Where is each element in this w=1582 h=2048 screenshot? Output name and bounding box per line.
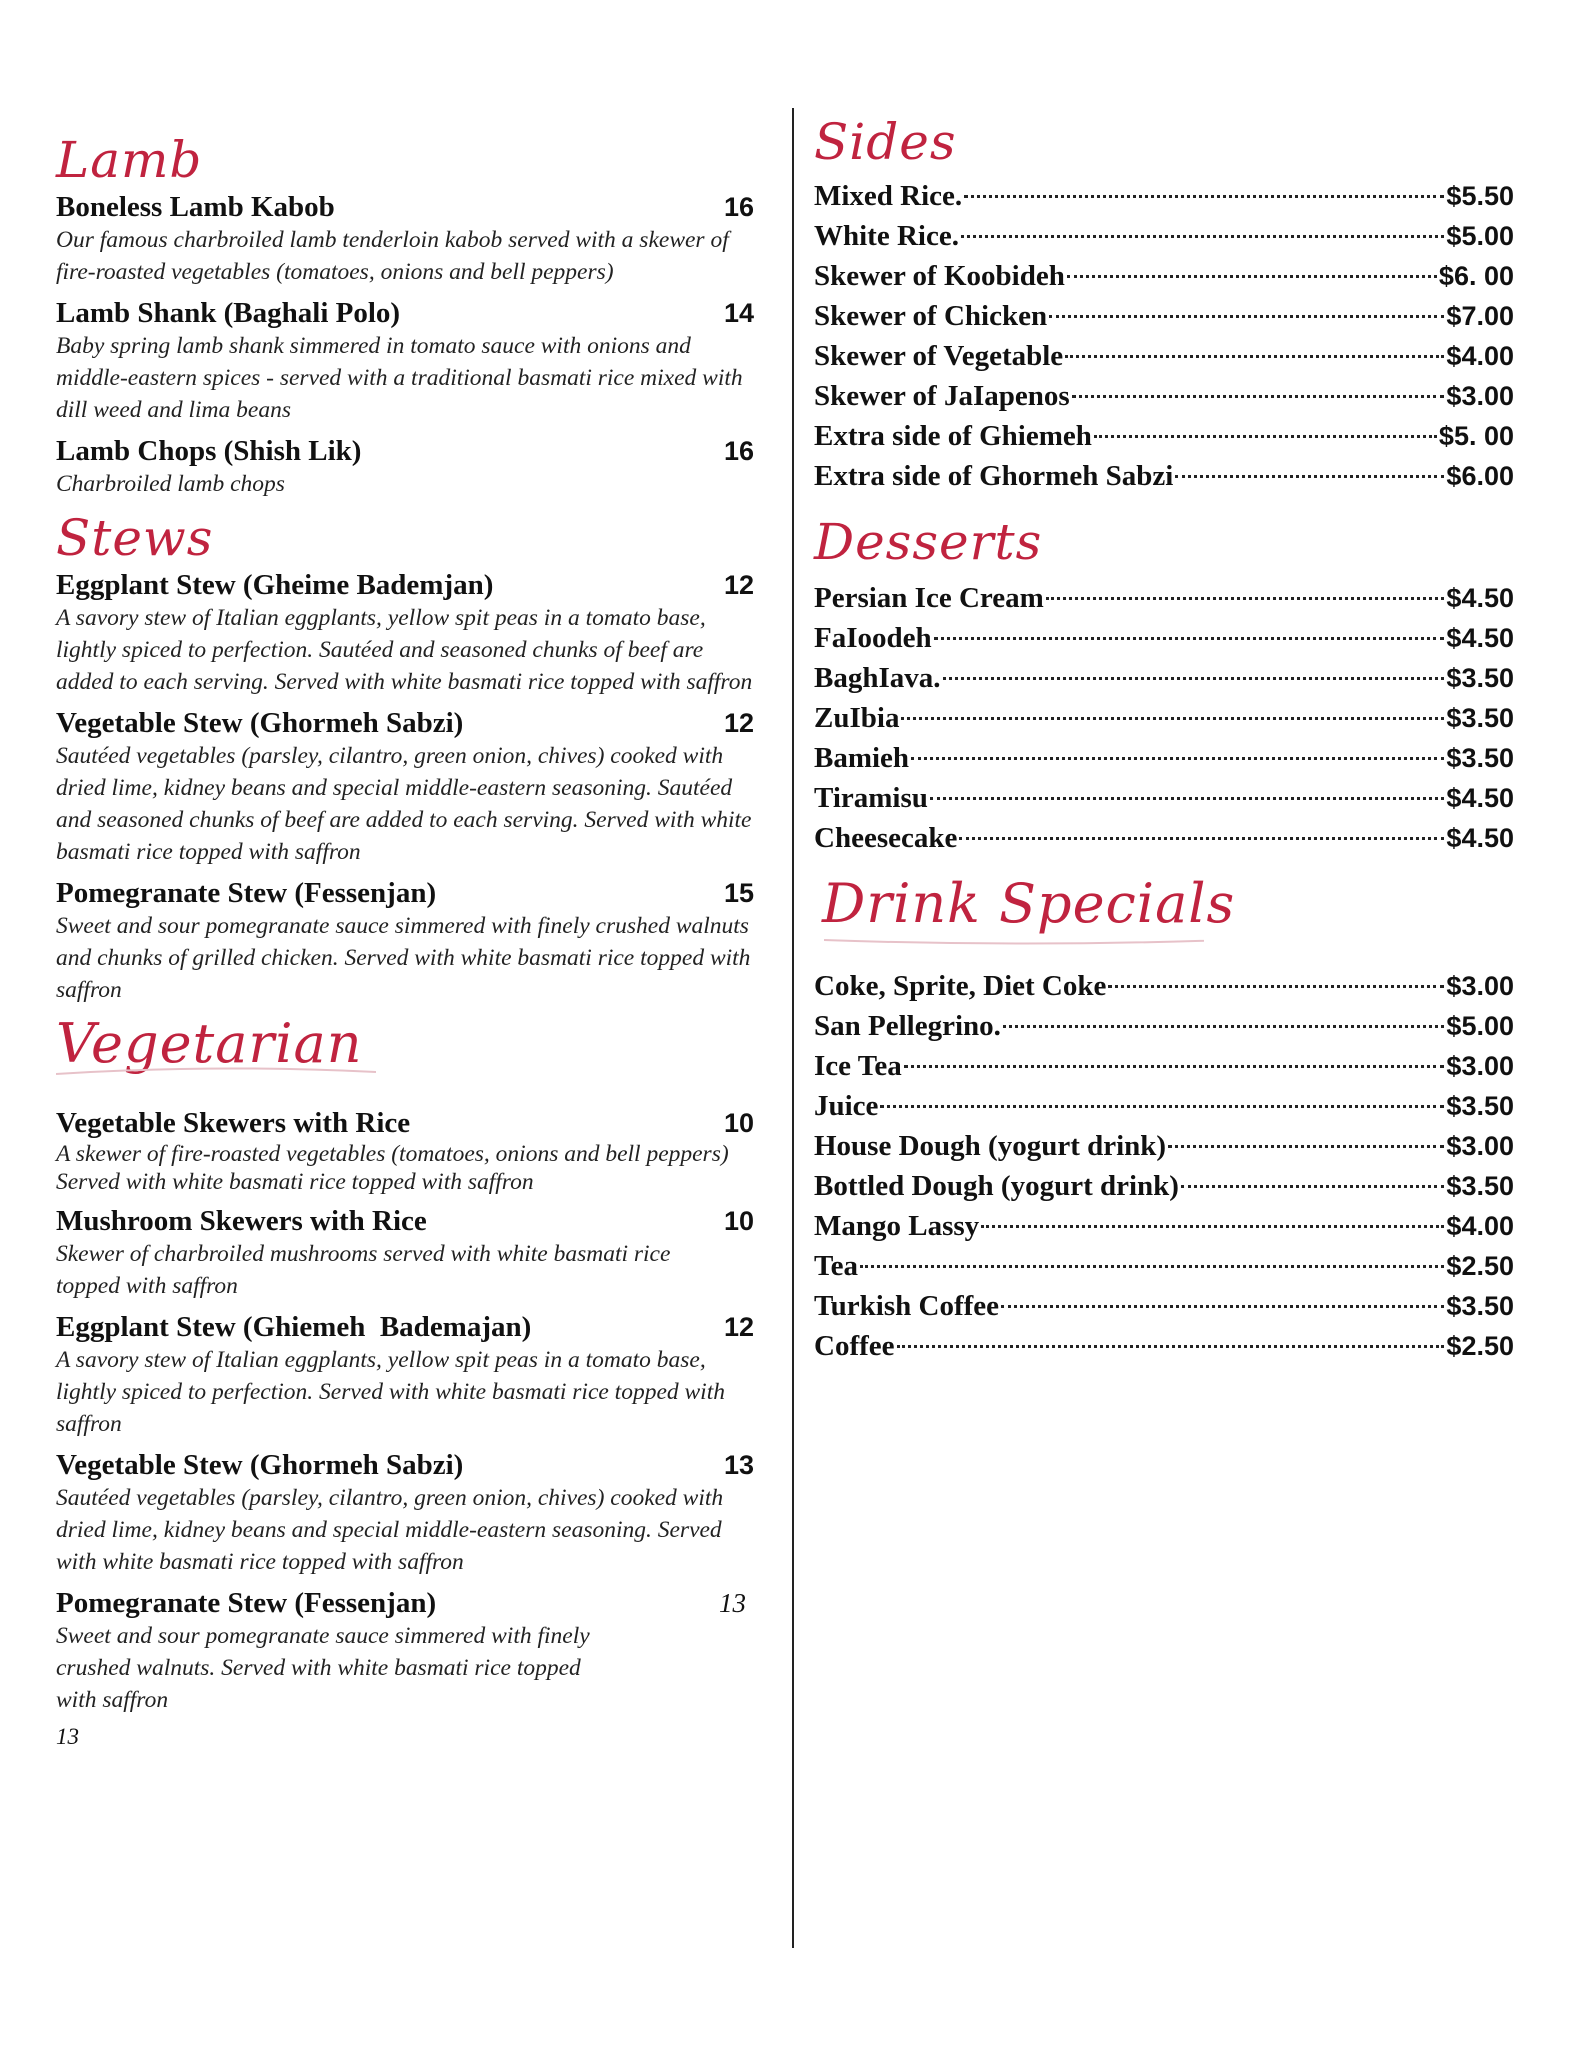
price-row-label: Bottled Dough (yogurt drink) — [814, 1170, 1179, 1202]
price-row — [814, 1330, 1514, 1370]
dot-leader — [1003, 1025, 1445, 1028]
price-row — [814, 622, 1514, 662]
price-row — [814, 300, 1514, 340]
menu-item — [56, 1448, 760, 1578]
item-description: Our famous charbroiled lamb tenderloin kabob served with a skewer of fire-roasted vegetables (tomatoes, onions and bell peppers) — [56, 227, 729, 285]
price-row-label: Bamieh — [814, 742, 910, 774]
dot-leader — [911, 757, 1444, 760]
price-row-label: San Pellegrino. — [814, 1010, 1001, 1042]
lamb-heading: Lamb — [56, 131, 203, 189]
price-row-amount: $3.00 — [1446, 1131, 1514, 1161]
left-column — [56, 130, 760, 1750]
price-row-label: Coke, Sprite, Diet Coke — [814, 970, 1107, 1002]
lamb-section — [56, 130, 760, 500]
item-description: Sweet and sour pomegranate sauce simmered with finely crushed walnuts. Served with white basmati rice topped with saffron — [56, 1623, 590, 1713]
dot-leader — [860, 1265, 1444, 1268]
price-row-label: Skewer of Vegetable — [814, 340, 1064, 372]
desserts-section — [814, 512, 1514, 862]
vegetarian-heading: Vegetarian — [56, 1012, 363, 1075]
dot-leader — [1108, 985, 1444, 988]
price-row-amount: $3.50 — [1446, 703, 1514, 733]
price-row-label: Mango Lassy — [814, 1210, 980, 1242]
price-row-amount: $3.50 — [1446, 743, 1514, 773]
price-row-amount: $4.50 — [1446, 783, 1514, 813]
menu-item — [56, 190, 760, 288]
price-row — [814, 180, 1514, 220]
drinks-section — [814, 874, 1514, 1370]
price-row-amount: $5.00 — [1446, 1011, 1514, 1041]
price-row-label: Ice Tea — [814, 1050, 902, 1082]
price-row — [814, 822, 1514, 862]
price-row-label: Cheesecake — [814, 822, 958, 854]
price-row-label: Mixed Rice. — [814, 180, 963, 212]
item-price: 16 — [723, 436, 754, 466]
sides-list — [814, 180, 1514, 500]
price-row-label: ZuIbia — [814, 702, 900, 734]
item-description: Charbroiled lamb chops — [56, 471, 285, 497]
item-description: Sweet and sour pomegranate sauce simmered with finely crushed walnuts and chunks of grilled chicken. Served with white basmati rice topped with saffron — [56, 913, 751, 1003]
item-price: 15 — [723, 878, 754, 908]
page-number: 13 — [56, 1724, 79, 1749]
price-row-amount: $7.00 — [1446, 301, 1514, 331]
price-row — [814, 1170, 1514, 1210]
dot-leader — [981, 1225, 1444, 1228]
price-row-amount: $5. 00 — [1438, 421, 1514, 451]
price-row-amount: $3.50 — [1446, 663, 1514, 693]
item-description: A savory stew of Italian eggplants, yellow spit peas in a tomato base, lightly spiced to perfection. Sautéed and seasoned chunks of beef are added to each serving. Served with white basmati rice topped with saffron — [56, 605, 753, 695]
swoosh-decoration — [56, 1064, 376, 1078]
dot-leader — [1065, 355, 1444, 358]
menu-item — [56, 434, 760, 500]
price-row-amount: $6.00 — [1446, 461, 1514, 491]
price-row-amount: $6. 00 — [1438, 261, 1514, 291]
menu-item — [56, 1586, 760, 1716]
sides-heading: Sides — [814, 113, 957, 171]
dot-leader — [934, 637, 1445, 640]
price-row — [814, 220, 1514, 260]
stews-heading: Stews — [56, 509, 214, 567]
price-row — [814, 340, 1514, 380]
dot-leader — [1067, 275, 1437, 278]
price-row — [814, 1130, 1514, 1170]
price-row-amount: $3.00 — [1446, 1051, 1514, 1081]
column-divider — [792, 108, 794, 1948]
item-name: Vegetable Stew (Ghormeh Sabzi) — [56, 707, 464, 739]
item-price: 14 — [723, 298, 754, 328]
price-row — [814, 970, 1514, 1010]
item-description: A skewer of fire-roasted vegetables (tomatoes, onions and bell peppers) Served with white basmati rice topped with saffron — [56, 1141, 729, 1195]
item-price: 12 — [723, 708, 754, 738]
price-row-amount: $5.50 — [1446, 181, 1514, 211]
price-row-amount: $2.50 — [1446, 1251, 1514, 1281]
dot-leader — [897, 1345, 1445, 1348]
dot-leader — [1094, 435, 1437, 438]
dot-leader — [1181, 1185, 1444, 1188]
price-row-amount: $3.00 — [1446, 381, 1514, 411]
menu-item — [56, 1204, 760, 1302]
price-row — [814, 1010, 1514, 1050]
item-name: Eggplant Stew (Gheime Bademjan) — [56, 569, 494, 601]
item-description: Sautéed vegetables (parsley, cilantro, green onion, chives) cooked with dried lime, kidney beans and special middle-eastern seasoning. Served with white basmati rice topped with saffron — [56, 1485, 724, 1575]
menu-item — [56, 1310, 760, 1440]
price-row-label: Skewer of Chicken — [814, 300, 1048, 332]
price-row-amount: $3.50 — [1446, 1171, 1514, 1201]
price-row-label: Extra side of Ghiemeh — [814, 420, 1092, 452]
item-name: Pomegranate Stew (Fessenjan) — [56, 1587, 437, 1619]
item-name: Vegetable Skewers with Rice — [56, 1107, 411, 1139]
menu-item — [56, 296, 760, 426]
price-row-label: Persian Ice Cream — [814, 582, 1044, 614]
price-row — [814, 662, 1514, 702]
item-price: 13 — [719, 1588, 746, 1618]
price-row-amount: $3.00 — [1446, 971, 1514, 1001]
item-name: Mushroom Skewers with Rice — [56, 1205, 427, 1237]
dot-leader — [1049, 315, 1444, 318]
price-row-amount: $3.50 — [1446, 1091, 1514, 1121]
menu-item — [56, 568, 760, 698]
price-row — [814, 1290, 1514, 1330]
desserts-list — [814, 582, 1514, 862]
stews-section — [56, 508, 760, 1006]
dot-leader — [1175, 475, 1444, 478]
price-row-label: Tea — [814, 1250, 859, 1282]
item-name: Eggplant Stew (Ghiemeh Bademajan) — [56, 1311, 532, 1343]
dot-leader — [1046, 597, 1445, 600]
drinks-list — [814, 970, 1514, 1370]
item-description: Skewer of charbroiled mushrooms served with white basmati rice topped with saffron — [56, 1241, 671, 1299]
menu-item — [56, 706, 760, 868]
price-row — [814, 1250, 1514, 1290]
item-price: 13 — [723, 1450, 754, 1480]
price-row-amount: $4.50 — [1446, 583, 1514, 613]
price-row-amount: $4.50 — [1446, 623, 1514, 653]
item-name: Lamb Chops (Shish Lik) — [56, 435, 362, 467]
drinks-heading: Drink Specials — [822, 872, 1236, 935]
dot-leader — [930, 797, 1445, 800]
sides-section — [814, 112, 1514, 500]
item-price: 16 — [723, 192, 754, 222]
vegetarian-section — [56, 1014, 760, 1750]
price-row-label: House Dough (yogurt drink) — [814, 1130, 1167, 1162]
price-row — [814, 582, 1514, 622]
dot-leader — [1072, 395, 1445, 398]
item-description: Sautéed vegetables (parsley, cilantro, green onion, chives) cooked with dried lime, kidney beans and special middle-eastern seasoning. Sautéed and seasoned chunks of beef are added to each serving. Served with white basmati rice topped with saffron — [56, 743, 752, 865]
dot-leader — [1168, 1145, 1444, 1148]
item-name: Pomegranate Stew (Fessenjan) — [56, 877, 437, 909]
item-price: 10 — [723, 1206, 754, 1236]
dot-leader — [901, 717, 1444, 720]
dot-leader — [1001, 1305, 1444, 1308]
price-row — [814, 1090, 1514, 1130]
price-row — [814, 742, 1514, 782]
item-name: Lamb Shank (Baghali Polo) — [56, 297, 401, 329]
menu-item — [56, 1106, 760, 1196]
item-description: Baby spring lamb shank simmered in tomato sauce with onions and middle-eastern spices - served with a traditional basmati rice mixed with dill weed and lima beans — [56, 333, 743, 423]
price-row — [814, 702, 1514, 742]
price-row — [814, 380, 1514, 420]
price-row-label: BaghIava. — [814, 662, 941, 694]
item-price: 10 — [723, 1108, 754, 1138]
price-row — [814, 1050, 1514, 1090]
price-row-amount: $4.00 — [1446, 341, 1514, 371]
price-row-label: White Rice. — [814, 220, 959, 252]
dot-leader — [961, 235, 1444, 238]
price-row — [814, 260, 1514, 300]
dot-leader — [964, 195, 1444, 198]
price-row-label: Coffee — [814, 1330, 895, 1362]
item-price: 12 — [723, 570, 754, 600]
price-row-label: Extra side of Ghormeh Sabzi — [814, 460, 1174, 492]
price-row-label: Skewer of JaIapenos — [814, 380, 1070, 412]
price-row — [814, 782, 1514, 822]
dot-leader — [880, 1105, 1444, 1108]
price-row-label: FaIoodeh — [814, 622, 932, 654]
item-name: Boneless Lamb Kabob — [56, 191, 335, 223]
price-row-label: Juice — [814, 1090, 879, 1122]
menu-item — [56, 876, 760, 1006]
price-row-amount: $4.50 — [1446, 823, 1514, 853]
price-row-label: Turkish Coffee — [814, 1290, 1000, 1322]
right-column — [814, 112, 1514, 1382]
dot-leader — [959, 837, 1444, 840]
price-row — [814, 1210, 1514, 1250]
dot-leader — [943, 677, 1445, 680]
price-row-label: Tiramisu — [814, 782, 928, 814]
item-description: A savory stew of Italian eggplants, yellow spit peas in a tomato base, lightly spiced to perfection. Served with white basmati rice topped with saffron — [56, 1347, 725, 1437]
price-row-amount: $5.00 — [1446, 221, 1514, 251]
swoosh-decoration — [824, 934, 1204, 948]
price-row-amount: $2.50 — [1446, 1331, 1514, 1361]
price-row — [814, 420, 1514, 460]
item-price: 12 — [723, 1312, 754, 1342]
item-name: Vegetable Stew (Ghormeh Sabzi) — [56, 1449, 464, 1481]
price-row-amount: $3.50 — [1446, 1291, 1514, 1321]
dot-leader — [904, 1065, 1445, 1068]
price-row-amount: $4.00 — [1446, 1211, 1514, 1241]
desserts-heading: Desserts — [814, 513, 1043, 571]
price-row-label: Skewer of Koobideh — [814, 260, 1065, 292]
price-row — [814, 460, 1514, 500]
